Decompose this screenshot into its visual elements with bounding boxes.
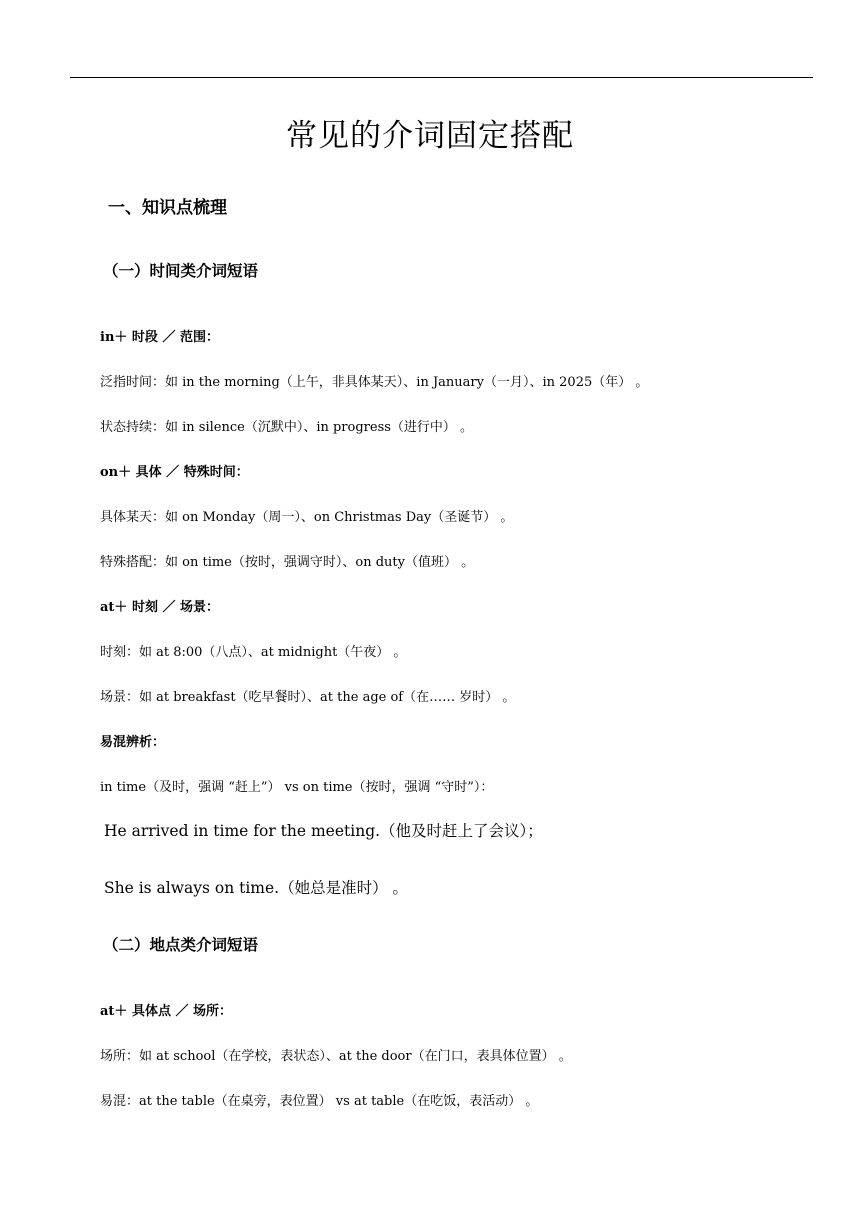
paragraph-on-specific-day: 具体某天：如 on Monday（周一）、on Christmas Day（圣诞节） 。	[100, 510, 514, 525]
confusion-intro: in time（及时，强调 “赶上”） vs on time（按时，强调 “守时”）：	[100, 780, 494, 795]
paragraph-on-special: 特殊搭配：如 on time（按时，强调守时）、on duty（值班） 。	[100, 555, 475, 570]
paragraph-in-general-time: 泛指时间：如 in the morning（上午，非具体某天）、in January（一月）、in 2025（年） 。	[100, 375, 649, 390]
group-label-at-place: at＋ 具体点 ／ 场所：	[100, 1004, 233, 1019]
group-label-on: on＋ 具体 ／ 特殊时间：	[100, 465, 249, 480]
example-sentence-on-time: She is always on time.（她总是准时） 。	[104, 879, 409, 897]
paragraph-at-table-confusion: 易混：at the table（在桌旁，表位置） vs at table（在吃饭，表活动） 。	[100, 1094, 539, 1109]
paragraph-at-venue: 场所：如 at school（在学校，表状态）、at the door（在门口，表具体位置） 。	[100, 1049, 572, 1064]
group-label-in: in＋ 时段 ／ 范围：	[100, 330, 219, 345]
section-heading-knowledge: 一、知识点梳理	[108, 198, 227, 218]
subsection-heading-time: （一）时间类介词短语	[103, 262, 259, 280]
subsection-heading-place: （二）地点类介词短语	[103, 936, 259, 954]
paragraph-at-moment: 时刻：如 at 8:00（八点）、at midnight（午夜） 。	[100, 645, 407, 660]
example-sentence-in-time: He arrived in time for the meeting.（他及时赶上了会议）；	[104, 822, 543, 840]
group-label-at: at＋ 时刻 ／ 场景：	[100, 600, 220, 615]
paragraph-in-state: 状态持续：如 in silence（沉默中）、in progress（进行中） 。	[100, 420, 474, 435]
header-rule	[70, 77, 813, 78]
document-title: 常见的介词固定搭配	[286, 118, 574, 154]
confusion-label: 易混辨析：	[100, 735, 166, 750]
paragraph-at-scene: 场景：如 at breakfast（吃早餐时）、at the age of（在…… 岁时） 。	[100, 690, 516, 705]
